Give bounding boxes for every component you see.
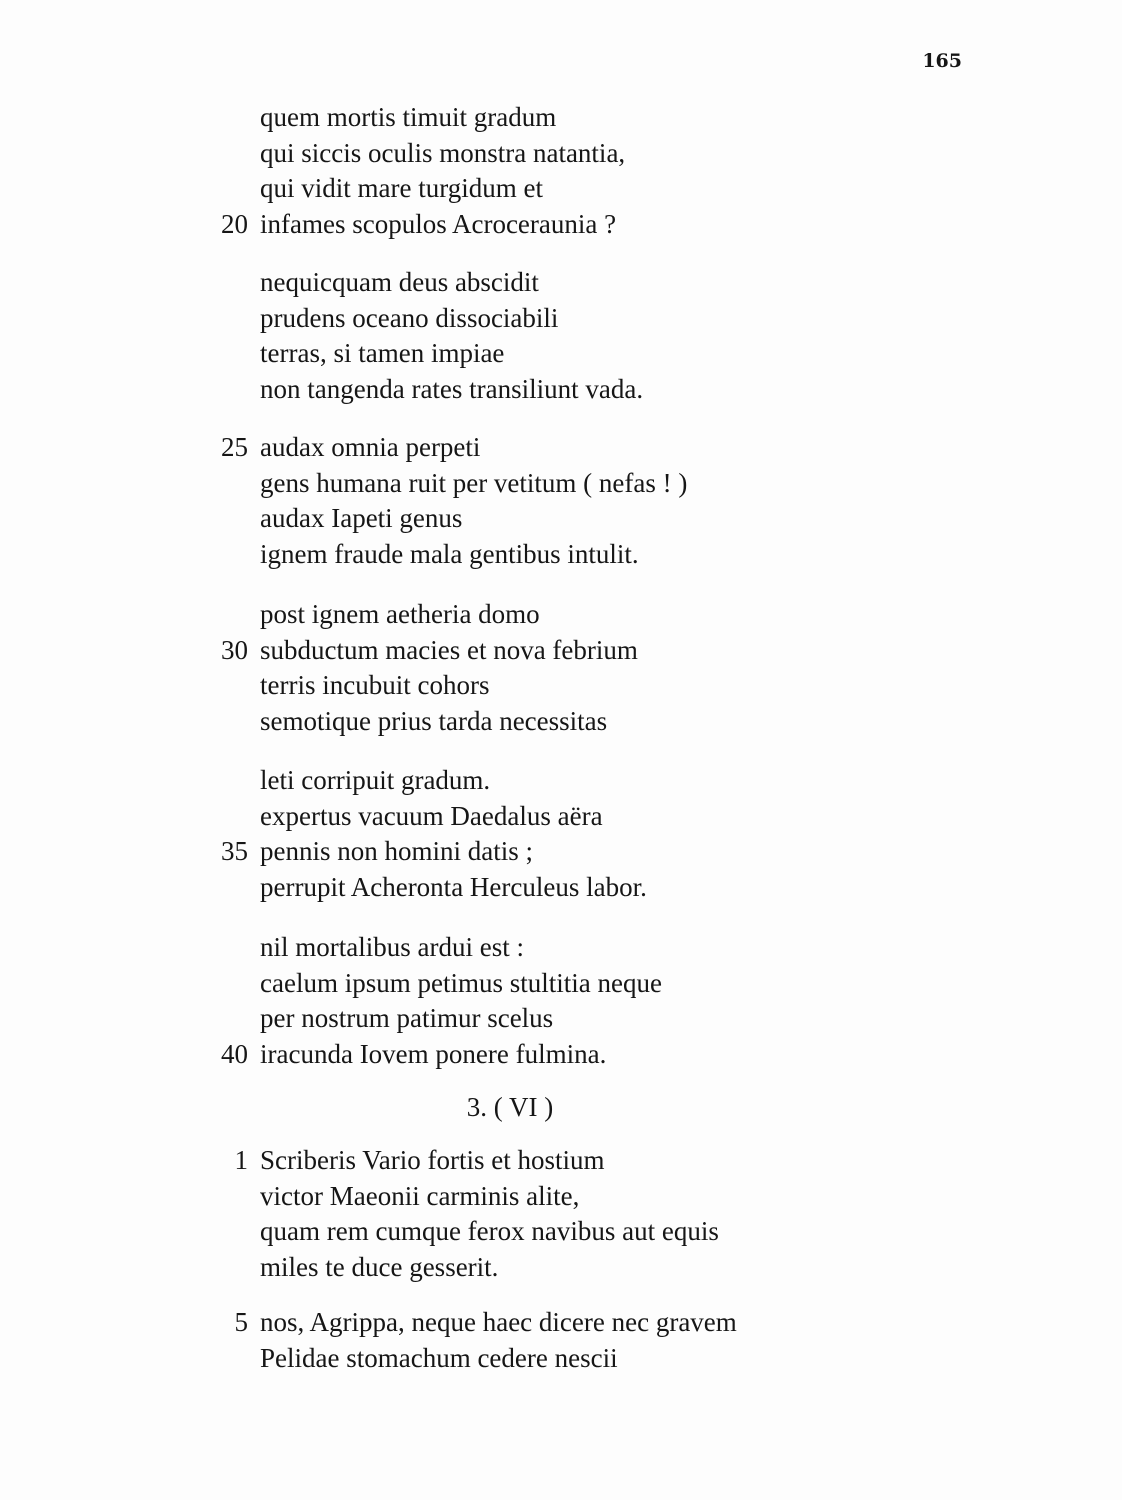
verse-line (170, 1179, 890, 1215)
line-text: semotique prius tarda necessitas (260, 705, 608, 736)
verse-line (170, 1214, 890, 1250)
line-number: 1 (234, 1145, 248, 1175)
verse-line (170, 430, 890, 466)
line-text: qui vidit mare turgidum et (260, 173, 543, 203)
line-text: non tangenda rates transiliunt vada. (260, 373, 644, 404)
line-text: terris incubuit cohors (260, 670, 490, 700)
verse-line (170, 336, 890, 372)
verse-line (170, 799, 890, 835)
verse-line (170, 265, 890, 301)
stanza-5 (170, 763, 890, 905)
line-text: leti corripuit gradum. (260, 765, 491, 795)
line-text: infames scopulos Acroceraunia ? (260, 208, 617, 239)
line-text: Pelidae stomachum cedere nescii (260, 1342, 618, 1373)
line-text: expertus vacuum Daedalus aëra (260, 800, 603, 831)
verse-line (170, 1001, 890, 1037)
line-number: 25 (221, 432, 248, 462)
line-text: subductum macies et nova febrium (260, 634, 638, 665)
verse-line (170, 501, 890, 537)
verse-line (170, 633, 890, 669)
verse-line (170, 597, 890, 633)
verse-line (170, 763, 890, 799)
verse-line (170, 171, 890, 207)
line-text: terras, si tamen impiae (260, 338, 505, 368)
stanza-1 (170, 100, 890, 242)
line-text: iracunda Iovem ponere fulmina. (260, 1038, 607, 1069)
verse-line (170, 704, 890, 740)
line-number: 5 (234, 1307, 248, 1337)
verse-line (170, 372, 890, 408)
verse-line (170, 207, 890, 243)
page-number: 165 (922, 50, 962, 72)
line-text: qui siccis oculis monstra natantia, (260, 137, 626, 168)
line-text: per nostrum patimur scelus (260, 1003, 554, 1033)
line-text: post ignem aetheria domo (260, 599, 540, 629)
next-poem-stanza-1 (170, 1143, 890, 1285)
stanza-3 (170, 430, 890, 572)
verse-line (170, 834, 890, 870)
line-text: Scriberis Vario fortis et hostium (260, 1145, 605, 1175)
line-number: 20 (221, 208, 248, 239)
line-number: 30 (221, 634, 248, 665)
line-text: quem mortis timuit gradum (260, 102, 557, 132)
stanza-4 (170, 597, 890, 739)
line-number: 35 (221, 836, 248, 866)
verse-line (170, 870, 890, 906)
verse-line (170, 930, 890, 966)
verse-line (170, 668, 890, 704)
verse-line (170, 301, 890, 337)
line-text: ignem fraude mala gentibus intulit. (260, 538, 639, 569)
line-text: gens humana ruit per vetitum ( nefas ! ) (260, 467, 688, 498)
line-text: quam rem cumque ferox navibus aut equis (260, 1216, 719, 1246)
stanza-2 (170, 265, 890, 407)
stanza-6 (170, 930, 890, 1072)
verse-line (170, 537, 890, 573)
line-text: nil mortalibus ardui est : (260, 932, 524, 962)
verse-line (170, 966, 890, 1002)
section-heading: 3. ( VI ) (466, 1092, 554, 1122)
next-poem-stanza-2 (170, 1305, 890, 1376)
verse-line (170, 1341, 890, 1377)
line-text: perrupit Acheronta Herculeus labor. (260, 871, 647, 902)
verse-line (170, 100, 890, 136)
line-text: audax Iapeti genus (260, 503, 463, 533)
line-text: prudens oceano dissociabili (260, 302, 559, 333)
verse-line (170, 1305, 890, 1341)
line-text: audax omnia perpeti (260, 432, 481, 462)
line-text: nos, Agrippa, neque haec dicere nec gravem (260, 1307, 737, 1337)
line-text: pennis non homini datis ; (260, 836, 533, 866)
line-text: caelum ipsum petimus stultitia neque (260, 967, 662, 998)
line-text: miles te duce gesserit. (260, 1251, 499, 1282)
verse-line (170, 1250, 890, 1286)
verse-line (170, 136, 890, 172)
line-text: victor Maeonii carminis alite, (260, 1180, 580, 1211)
verse-line (170, 466, 890, 502)
verse-line (170, 1037, 890, 1073)
line-number: 40 (221, 1038, 248, 1069)
line-text: nequicquam deus abscidit (260, 267, 539, 297)
verse-line (170, 1143, 890, 1179)
